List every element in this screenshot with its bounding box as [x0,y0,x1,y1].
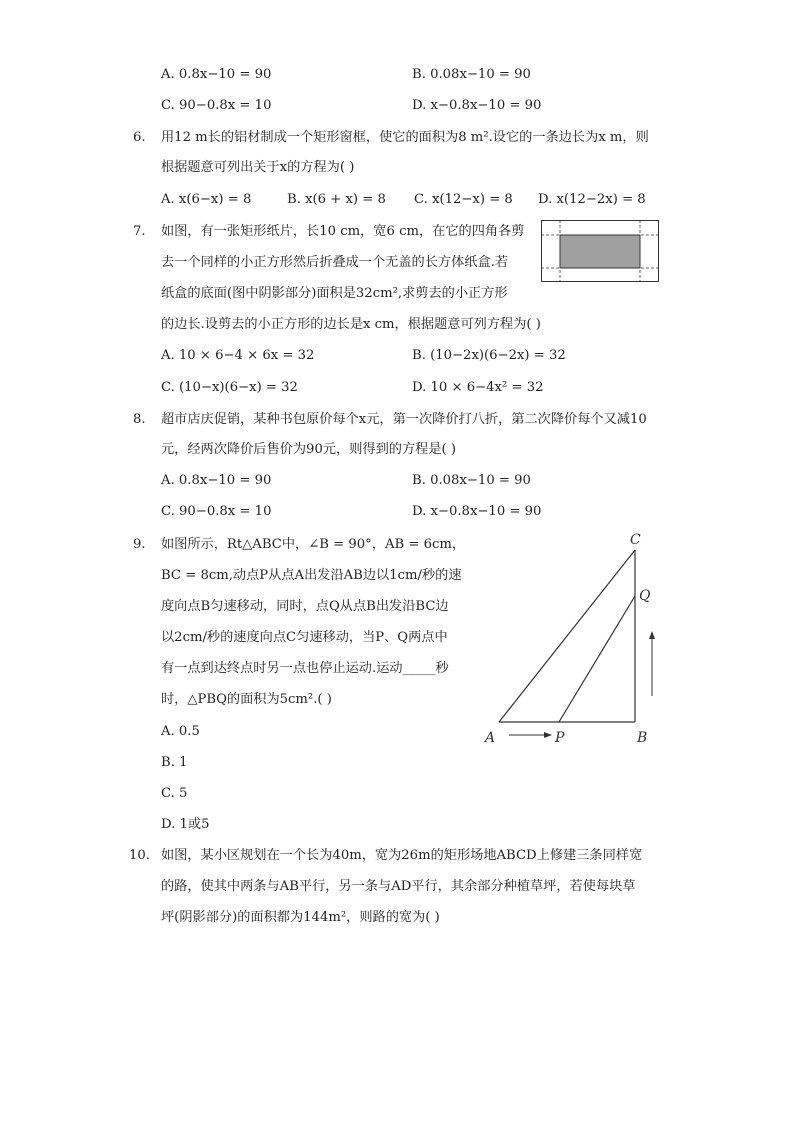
q7-option-d[interactable]: D. 10 × 6−4x² = 32 [412,380,544,395]
q5-option-c[interactable]: C. 90−0.8x = 10 [161,98,272,113]
q9-number: 9. [133,537,146,552]
q8-option-a[interactable]: A. 0.8x−10 = 90 [161,473,272,488]
arrow-ap-head [544,732,552,738]
arrow-bq-head [649,631,655,639]
q8-option-c[interactable]: C. 90−0.8x = 10 [161,504,272,519]
q10-stem-line-3: 坪(阴影部分)的面积都为144m²，则路的宽为( ) [161,910,440,925]
q6-option-b[interactable]: B. x(6 + x) = 8 [287,192,386,207]
q6-number: 6. [133,130,146,145]
q7-option-b[interactable]: B. (10−2x)(6−2x) = 32 [412,348,566,363]
q7-number: 7. [133,224,146,239]
q7-option-a[interactable]: A. 10 × 6−4 × 6x = 32 [161,348,315,363]
q9-stem-line-5: 有一点到达终点时另一点也停止运动.运动_____秒 [161,661,449,676]
segment-pq [559,596,635,722]
q10-stem-line-2: 的路，使其中两条与AB平行，另一条与AD平行，其余部分种植草坪，若使每块草 [161,879,636,894]
q9-stem-line-6: 时，△PBQ的面积为5cm².( ) [161,692,332,707]
q9-option-b[interactable]: B. 1 [161,755,188,770]
label-q: Q [639,588,651,604]
side-ac [499,550,635,722]
box-bottom-shaded [560,235,640,268]
q8-number: 8. [133,412,146,427]
q7-stem-line-2: 去一个同样的小正方形然后折叠成一个无盖的长方体纸盒.若 [161,255,509,270]
q10-stem-line-1: 如图，某小区规划在一个长为40m，宽为26m的矩形场地ABCD上修建三条同样宽 [161,848,643,863]
q6-option-a[interactable]: A. x(6−x) = 8 [161,192,252,207]
q6-option-c[interactable]: C. x(12−x) = 8 [414,192,513,207]
q9-option-d[interactable]: D. 1或5 [161,817,210,832]
q7-paper-figure [541,220,659,284]
q7-stem-line-4: 的边长.设剪去的小正方形的边长是x cm，根据题意可列方程为( ) [161,317,541,332]
q8-stem-line-1: 超市店庆促销，某种书包原价每个x元，第一次降价打八折，第二次降价每个又减10 [161,412,647,427]
q7-stem-line-3: 纸盒的底面(图中阴影部分)面积是32cm²,求剪去的小正方形 [161,286,508,301]
q9-stem-line-3: 度向点B匀速移动，同时，点Q从点B出发沿BC边 [161,599,449,614]
q9-triangle-figure [480,528,660,750]
q9-stem-line-1: 如图所示，Rt△ABC中，∠B = 90°，AB = 6cm， [161,537,466,552]
label-p: P [555,730,565,746]
q9-option-a[interactable]: A. 0.5 [161,724,200,739]
label-a: A [485,730,496,746]
q7-option-c[interactable]: C. (10−x)(6−x) = 32 [161,380,298,395]
q9-stem-line-4: 以2cm/秒的速度向点C匀速移动，当P、Q两点中 [161,630,448,645]
q5-option-b[interactable]: B. 0.08x−10 = 90 [412,67,531,82]
q6-stem-line-2: 根据题意可列出关于x的方程为( ) [161,160,355,175]
q8-option-d[interactable]: D. x−0.8x−10 = 90 [412,504,542,519]
q6-stem-line-1: 用12 m长的铝材制成一个矩形窗框，使它的面积为8 m².设它的一条边长为x m，则 [161,130,649,145]
q5-option-a[interactable]: A. 0.8x−10 = 90 [161,67,272,82]
q9-stem-line-2: BC = 8cm,动点P从点A出发沿AB边以1cm/秒的速 [161,568,462,583]
q5-option-d[interactable]: D. x−0.8x−10 = 90 [412,98,542,113]
q9-option-c[interactable]: C. 5 [161,786,188,801]
q6-option-d[interactable]: D. x(12−2x) = 8 [538,192,646,207]
label-c: C [630,532,641,548]
label-b: B [637,730,648,746]
q8-option-b[interactable]: B. 0.08x−10 = 90 [412,473,531,488]
q8-stem-line-2: 元，经两次降价后售价为90元，则得到的方程是( ) [161,442,457,457]
q7-stem-line-1: 如图，有一张矩形纸片，长10 cm，宽6 cm，在它的四角各剪 [161,224,525,239]
q10-number: 10. [129,848,150,863]
